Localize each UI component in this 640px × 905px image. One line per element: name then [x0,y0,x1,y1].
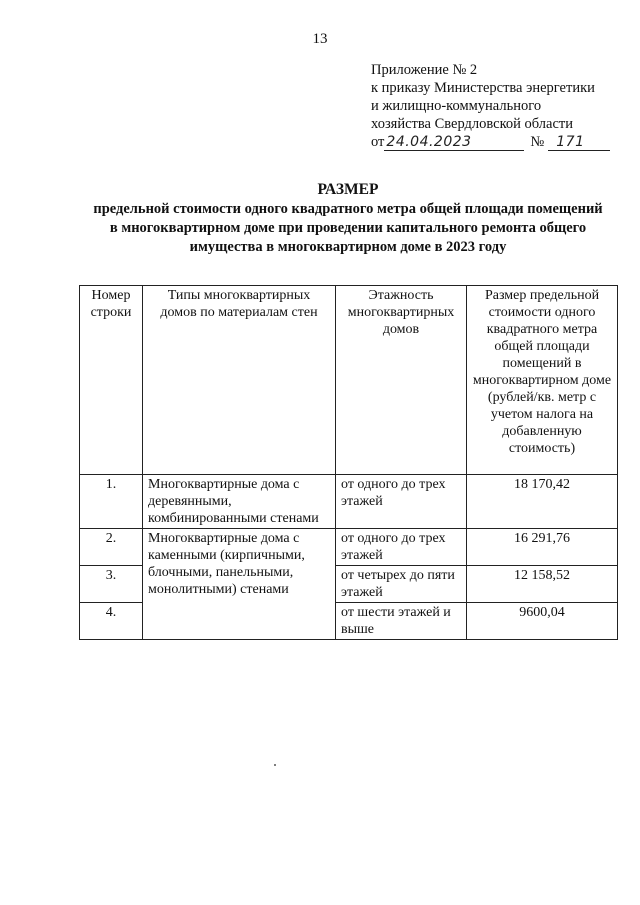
appendix-block [371,61,621,151]
header-row-number: Номер строки [80,286,143,475]
appendix-line: и жилищно-коммунального [371,98,542,114]
cell-floors: от шести этажей и выше [336,603,467,640]
cell-cost: 18 170,42 [467,475,618,529]
heading-subtitle-line: предельной стоимости одного квадратного метра общей площади помещений [93,201,603,217]
table-row [80,529,618,566]
handwritten-order-number: 171 [548,134,610,151]
cell-row-number: 1. [80,475,143,529]
table-header-row [80,286,618,475]
heading-title: РАЗМЕР [317,181,379,198]
heading-subtitle-line: имущества в многоквартирном доме в 2023 году [189,239,507,255]
cell-floors: от одного до трех этажей [336,529,467,566]
scan-speck [274,764,276,766]
order-date-number-line [371,133,621,151]
cost-table [79,285,618,640]
cell-floors: от четырех до пяти этажей [336,566,467,603]
cell-row-number: 2. [80,529,143,566]
table-row [80,475,618,529]
header-cost: Размер предельной стоимости одного квадратного метра общей площади помещений в многоквартирном доме (рублей/кв. метр с учетом налога на добавленную стоимость) [467,286,618,475]
cell-row-number: 3. [80,566,143,603]
header-floors: Этажность многоквартирных домов [336,286,467,475]
cell-cost: 9600,04 [467,603,618,640]
handwritten-date: 24.04.2023 [384,134,524,151]
cell-house-type: Многоквартирные дома с деревянными, комбинированными стенами [143,475,336,529]
heading-subtitle-line: в многоквартирном доме при проведении капитального ремонта общего [109,220,587,236]
date-prefix: от [371,134,385,150]
document-heading [70,180,626,257]
page-number: 13 [312,31,328,47]
cell-floors: от одного до трех этажей [336,475,467,529]
appendix-line: Приложение № 2 [371,62,478,78]
header-house-type: Типы многоквартирных домов по материалам стен [143,286,336,475]
appendix-line: к приказу Министерства энергетики [371,80,595,96]
appendix-line: хозяйства Свердловской области [371,116,573,132]
cell-house-type: Многоквартирные дома с каменными (кирпичными, блочными, панельными, монолитными) стенами [143,529,336,640]
cell-cost: 16 291,76 [467,529,618,566]
cell-cost: 12 158,52 [467,566,618,603]
number-sign: № [530,134,545,150]
cell-row-number: 4. [80,603,143,640]
